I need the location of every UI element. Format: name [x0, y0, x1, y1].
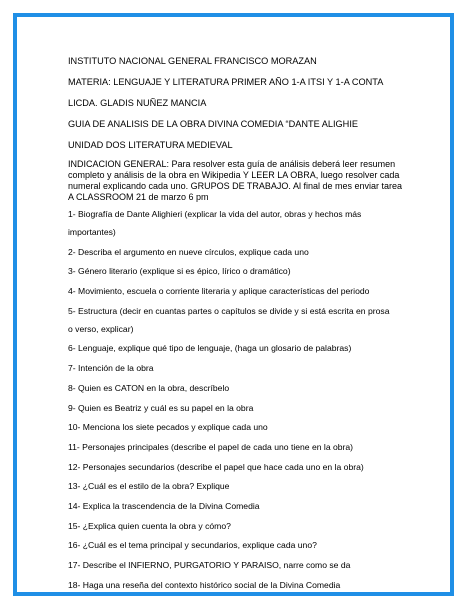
question-item — [68, 383, 420, 394]
question-item — [68, 403, 420, 414]
question-item — [68, 560, 420, 571]
guide-title: GUIA DE ANALISIS DE LA OBRA DIVINA COMEDIA “DANTE ALIGHIE — [68, 119, 359, 129]
question-text: 12- Personajes secundarios (describe el papel que hace cada uno en la obra) — [68, 461, 364, 472]
indication-line: A CLASSROOM 21 de marzo 6 pm — [68, 192, 209, 202]
question-text: 10- Menciona los siete pecados y explique cada uno — [68, 422, 268, 433]
question-text: 3- Género literario (explique si es épico, lírico o dramático) — [68, 266, 291, 277]
indication-line: completo y análisis de la obra en Wikipedia Y LEER LA OBRA, luego resolver cada — [68, 170, 400, 180]
institution-title: INSTITUTO NACIONAL GENERAL FRANCISCO MORAZAN — [68, 56, 317, 66]
question-item — [68, 501, 420, 512]
question-text: 9- Quien es Beatriz y cuál es su papel en la obra — [68, 402, 254, 413]
question-text: 2- Describa el argumento en nueve círculos, explique cada uno — [68, 246, 309, 257]
question-item — [68, 422, 420, 433]
question-text-continued: importantes) — [68, 227, 116, 237]
question-text: 15- ¿Explica quien cuenta la obra y cómo? — [68, 520, 231, 531]
indication-line: INDICACION GENERAL: Para resolver esta guía de análisis deberá leer resumen — [68, 159, 396, 169]
question-text: 8- Quien es CATON en la obra, descríbelo — [68, 382, 230, 393]
general-indication — [68, 159, 420, 203]
question-item — [68, 521, 420, 532]
question-item — [68, 209, 420, 238]
indication-line: numeral explicando cada uno. GRUPOS DE TRABAJO. Al final de mes enviar tarea — [68, 181, 402, 191]
question-text: 13- ¿Cuál es el estilo de la obra? Explique — [68, 481, 230, 492]
question-item — [68, 306, 420, 335]
question-item — [68, 247, 420, 258]
question-item — [68, 481, 420, 492]
question-item — [68, 442, 420, 453]
question-item — [68, 343, 420, 354]
question-text: 17- Describe el INFIERNO, PURGATORIO Y PARAISO, narre como se da — [68, 560, 351, 570]
question-item — [68, 266, 420, 277]
question-item — [68, 462, 420, 473]
question-text: 6- Lenguaje, explique qué tipo de lenguaje, (haga un glosario de palabras) — [68, 343, 352, 354]
question-list — [68, 209, 420, 591]
question-text: 14- Explica la trascendencia de la Divina Comedia — [68, 500, 260, 511]
question-text-continued: o verso, explicar) — [68, 323, 134, 334]
question-text: 1- Biografía de Dante Alighieri (explicar la vida del autor, obras y hechos más — [68, 209, 362, 219]
subject-line: MATERIA: LENGUAJE Y LITERATURA PRIMER AÑO 1-A ITSI Y 1-A CONTA — [68, 77, 384, 87]
question-item — [68, 363, 420, 374]
unit-line: UNIDAD DOS LITERATURA MEDIEVAL — [68, 140, 233, 150]
question-text: 5- Estructura (decir en cuantas partes o capítulos se divide y si está escrita en prosa — [68, 305, 390, 316]
question-text: 11- Personajes principales (describe el papel de cada uno tiene en la obra) — [68, 441, 354, 452]
document-body — [68, 56, 420, 599]
question-text: 7- Intención de la obra — [68, 363, 154, 374]
question-item — [68, 286, 420, 297]
teacher-line: LICDA. GLADIS NUÑEZ MANCIA — [68, 98, 207, 108]
question-item — [68, 540, 420, 551]
question-text: 16- ¿Cuál es el tema principal y secundarios, explique cada uno? — [68, 540, 317, 551]
question-text: 18- Haga una reseña del contexto histórico social de la Divina Comedia — [68, 579, 341, 590]
question-item — [68, 580, 420, 591]
question-text: 4- Movimiento, escuela o corriente literaria y aplique características del periodo — [68, 286, 370, 297]
